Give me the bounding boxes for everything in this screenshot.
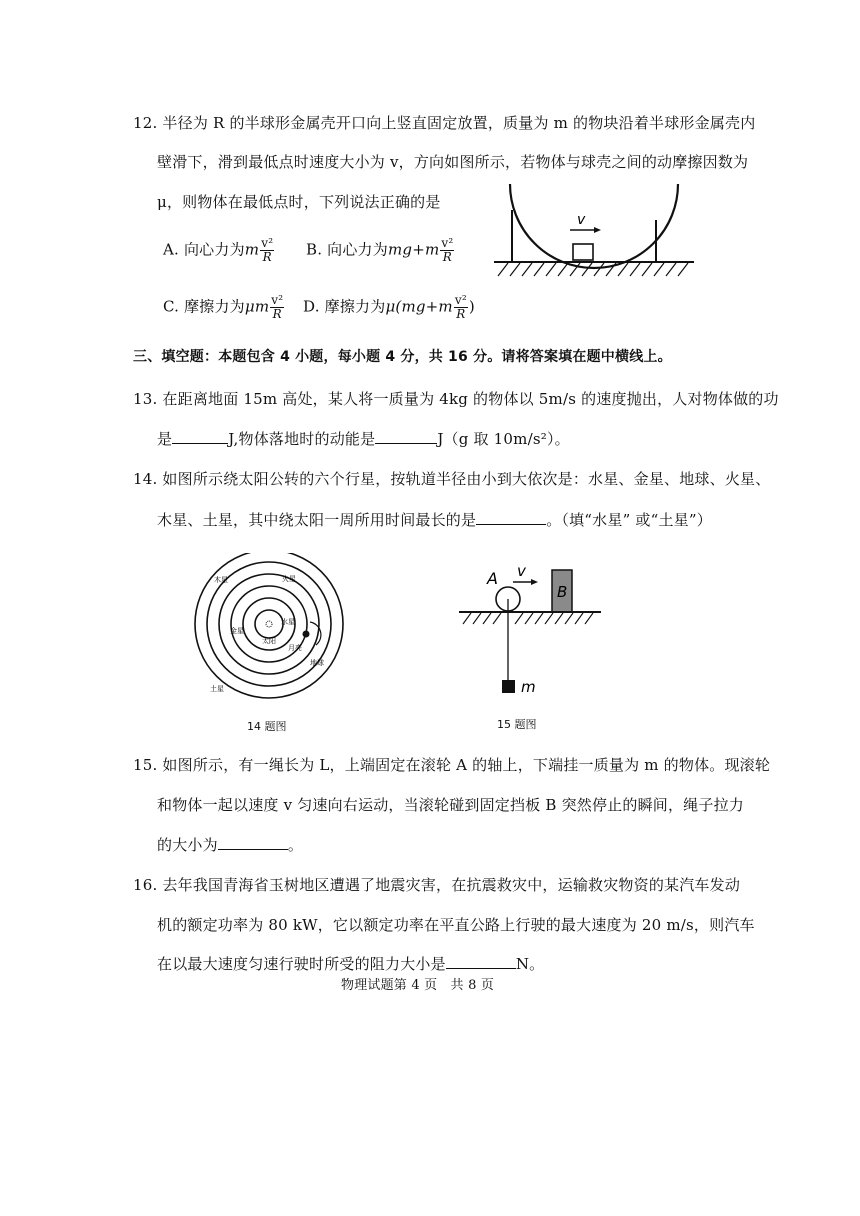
q16-text-b: N。 <box>515 955 545 973</box>
q13-text-c: J（g 取 10m/s²）。 <box>437 430 570 448</box>
label-mars: 火星 <box>282 575 296 583</box>
q13-text-b: J,物体落地时的动能是 <box>228 430 376 448</box>
earth <box>303 631 310 638</box>
label-moon: 月亮 <box>288 644 302 652</box>
fraction-denominator: R <box>262 250 272 264</box>
q14-line2 <box>157 509 712 530</box>
q15-text-b: 。 <box>287 836 304 854</box>
option-c-expr: μm <box>244 297 270 316</box>
option-a-expr: m <box>244 240 260 259</box>
label-saturn: 土星 <box>210 685 224 693</box>
fraction <box>270 294 284 321</box>
velocity-arrowhead <box>531 579 538 585</box>
q12-line3: μ，则物体在最低点时，下列说法正确的是 <box>157 193 441 211</box>
label-venus: 金星 <box>230 627 244 635</box>
q15-line3 <box>157 834 303 855</box>
q13-text-a: 是 <box>157 430 173 448</box>
orbits <box>195 553 343 698</box>
fraction-numerator: v² <box>261 236 274 250</box>
option-b-expr: mg+m <box>387 240 440 259</box>
q16-blank[interactable] <box>446 954 516 969</box>
fraction-numerator: v² <box>441 236 454 250</box>
fraction-denominator: R <box>272 307 282 321</box>
q12-option-a <box>163 237 275 264</box>
q16-line2: 机的额定功率为 80 kW，它以额定功率在平直公路上行驶的最大速度为 20 m/s，则汽车 <box>157 916 755 934</box>
fraction-denominator: R <box>456 307 466 321</box>
page-footer: 物理试题第 4 页 共 8 页 <box>341 978 495 993</box>
fraction <box>440 237 454 264</box>
q12-option-b <box>306 237 455 264</box>
velocity-arrowhead <box>594 227 601 233</box>
q13-line1: 13. 在距离地面 15m 高处，某人将一质量为 4kg 的物体以 5m/s 的速度抛出，人对物体做的功 <box>133 390 779 408</box>
label-a: A <box>487 569 498 588</box>
option-a-prefix: A. 向心力为 <box>163 240 245 259</box>
option-b-prefix: B. 向心力为 <box>306 240 388 259</box>
fraction <box>454 294 468 321</box>
q13-blank-energy[interactable] <box>375 429 437 444</box>
q15-text-a: 的大小为 <box>157 836 218 854</box>
label-m: m <box>521 678 536 696</box>
q16-line3 <box>157 953 544 974</box>
option-d-expr: μ(mg+m <box>385 297 453 316</box>
fraction <box>260 237 274 264</box>
label-v: v <box>517 562 526 580</box>
fraction-denominator: R <box>442 250 453 264</box>
roller-figure <box>455 562 615 702</box>
ground-hatching <box>498 263 688 276</box>
q14-text-a: 木星、土星，其中绕太阳一周所用时间最长的是 <box>157 511 477 529</box>
block <box>573 244 593 260</box>
q16-text-a: 在以最大速度匀速行驶时所受的阻力大小是 <box>157 955 446 973</box>
sun <box>266 621 272 627</box>
q12-option-c <box>163 294 285 321</box>
label-jupiter: 木星 <box>214 576 228 584</box>
option-c-prefix: C. 摩擦力为 <box>163 297 245 316</box>
hemisphere-figure <box>488 180 700 282</box>
q12-line2: 壁滑下，滑到最低点时速度大小为 v，方向如图所示，若物体与球壳之间的动摩擦因数为 <box>157 153 749 171</box>
q15-figure-caption: 15 题图 <box>497 718 537 731</box>
section-heading: 三、填空题：本题包含 4 小题，每小题 4 分，共 16 分。请将答案填在题中横线上。 <box>133 349 672 365</box>
label-mercury: 水星 <box>281 618 295 626</box>
option-d-close: ) <box>468 297 475 316</box>
label-b: B <box>557 583 568 601</box>
q14-text-b: 。（填“水星” 或“土星”） <box>546 511 712 529</box>
q15-line2: 和物体一起以速度 v 匀速向右运动，当滚轮碰到固定挡板 B 突然停止的瞬间，绳子拉力 <box>157 796 744 814</box>
hanging-mass <box>502 680 515 693</box>
fraction-numerator: v² <box>271 293 284 307</box>
q14-blank[interactable] <box>476 510 546 525</box>
q16-line1: 16. 去年我国青海省玉树地区遭遇了地震灾害，在抗震救灾中，运输救灾物资的某汽车发动 <box>133 876 741 894</box>
option-d-prefix: D. 摩擦力为 <box>303 297 386 316</box>
q15-line1: 15. 如图所示，有一绳长为 L，上端固定在滚轮 A 的轴上，下端挂一质量为 m 的物体。现滚轮 <box>133 756 771 774</box>
q13-line2 <box>157 428 570 449</box>
q12-line1: 12. 半径为 R 的半球形金属壳开口向上竖直固定放置，质量为 m 的物块沿着半球形金属壳内 <box>133 114 756 132</box>
fraction-numerator: v² <box>454 293 467 307</box>
track-hatching <box>463 613 593 624</box>
q14-figure-caption: 14 题图 <box>247 720 287 733</box>
label-earth: 地球 <box>310 659 324 667</box>
q12-option-d <box>303 294 475 321</box>
label-sun: 太阳 <box>262 637 276 645</box>
q14-line1: 14. 如图所示绕太阳公转的六个行星，按轨道半径由小到大依次是：水星、金星、地球、火星、 <box>133 470 771 488</box>
q13-blank-work[interactable] <box>172 429 228 444</box>
hemisphere-shell <box>510 184 678 268</box>
q15-blank[interactable] <box>218 835 288 850</box>
velocity-label: v <box>577 212 586 228</box>
solar-system-figure <box>182 553 362 703</box>
